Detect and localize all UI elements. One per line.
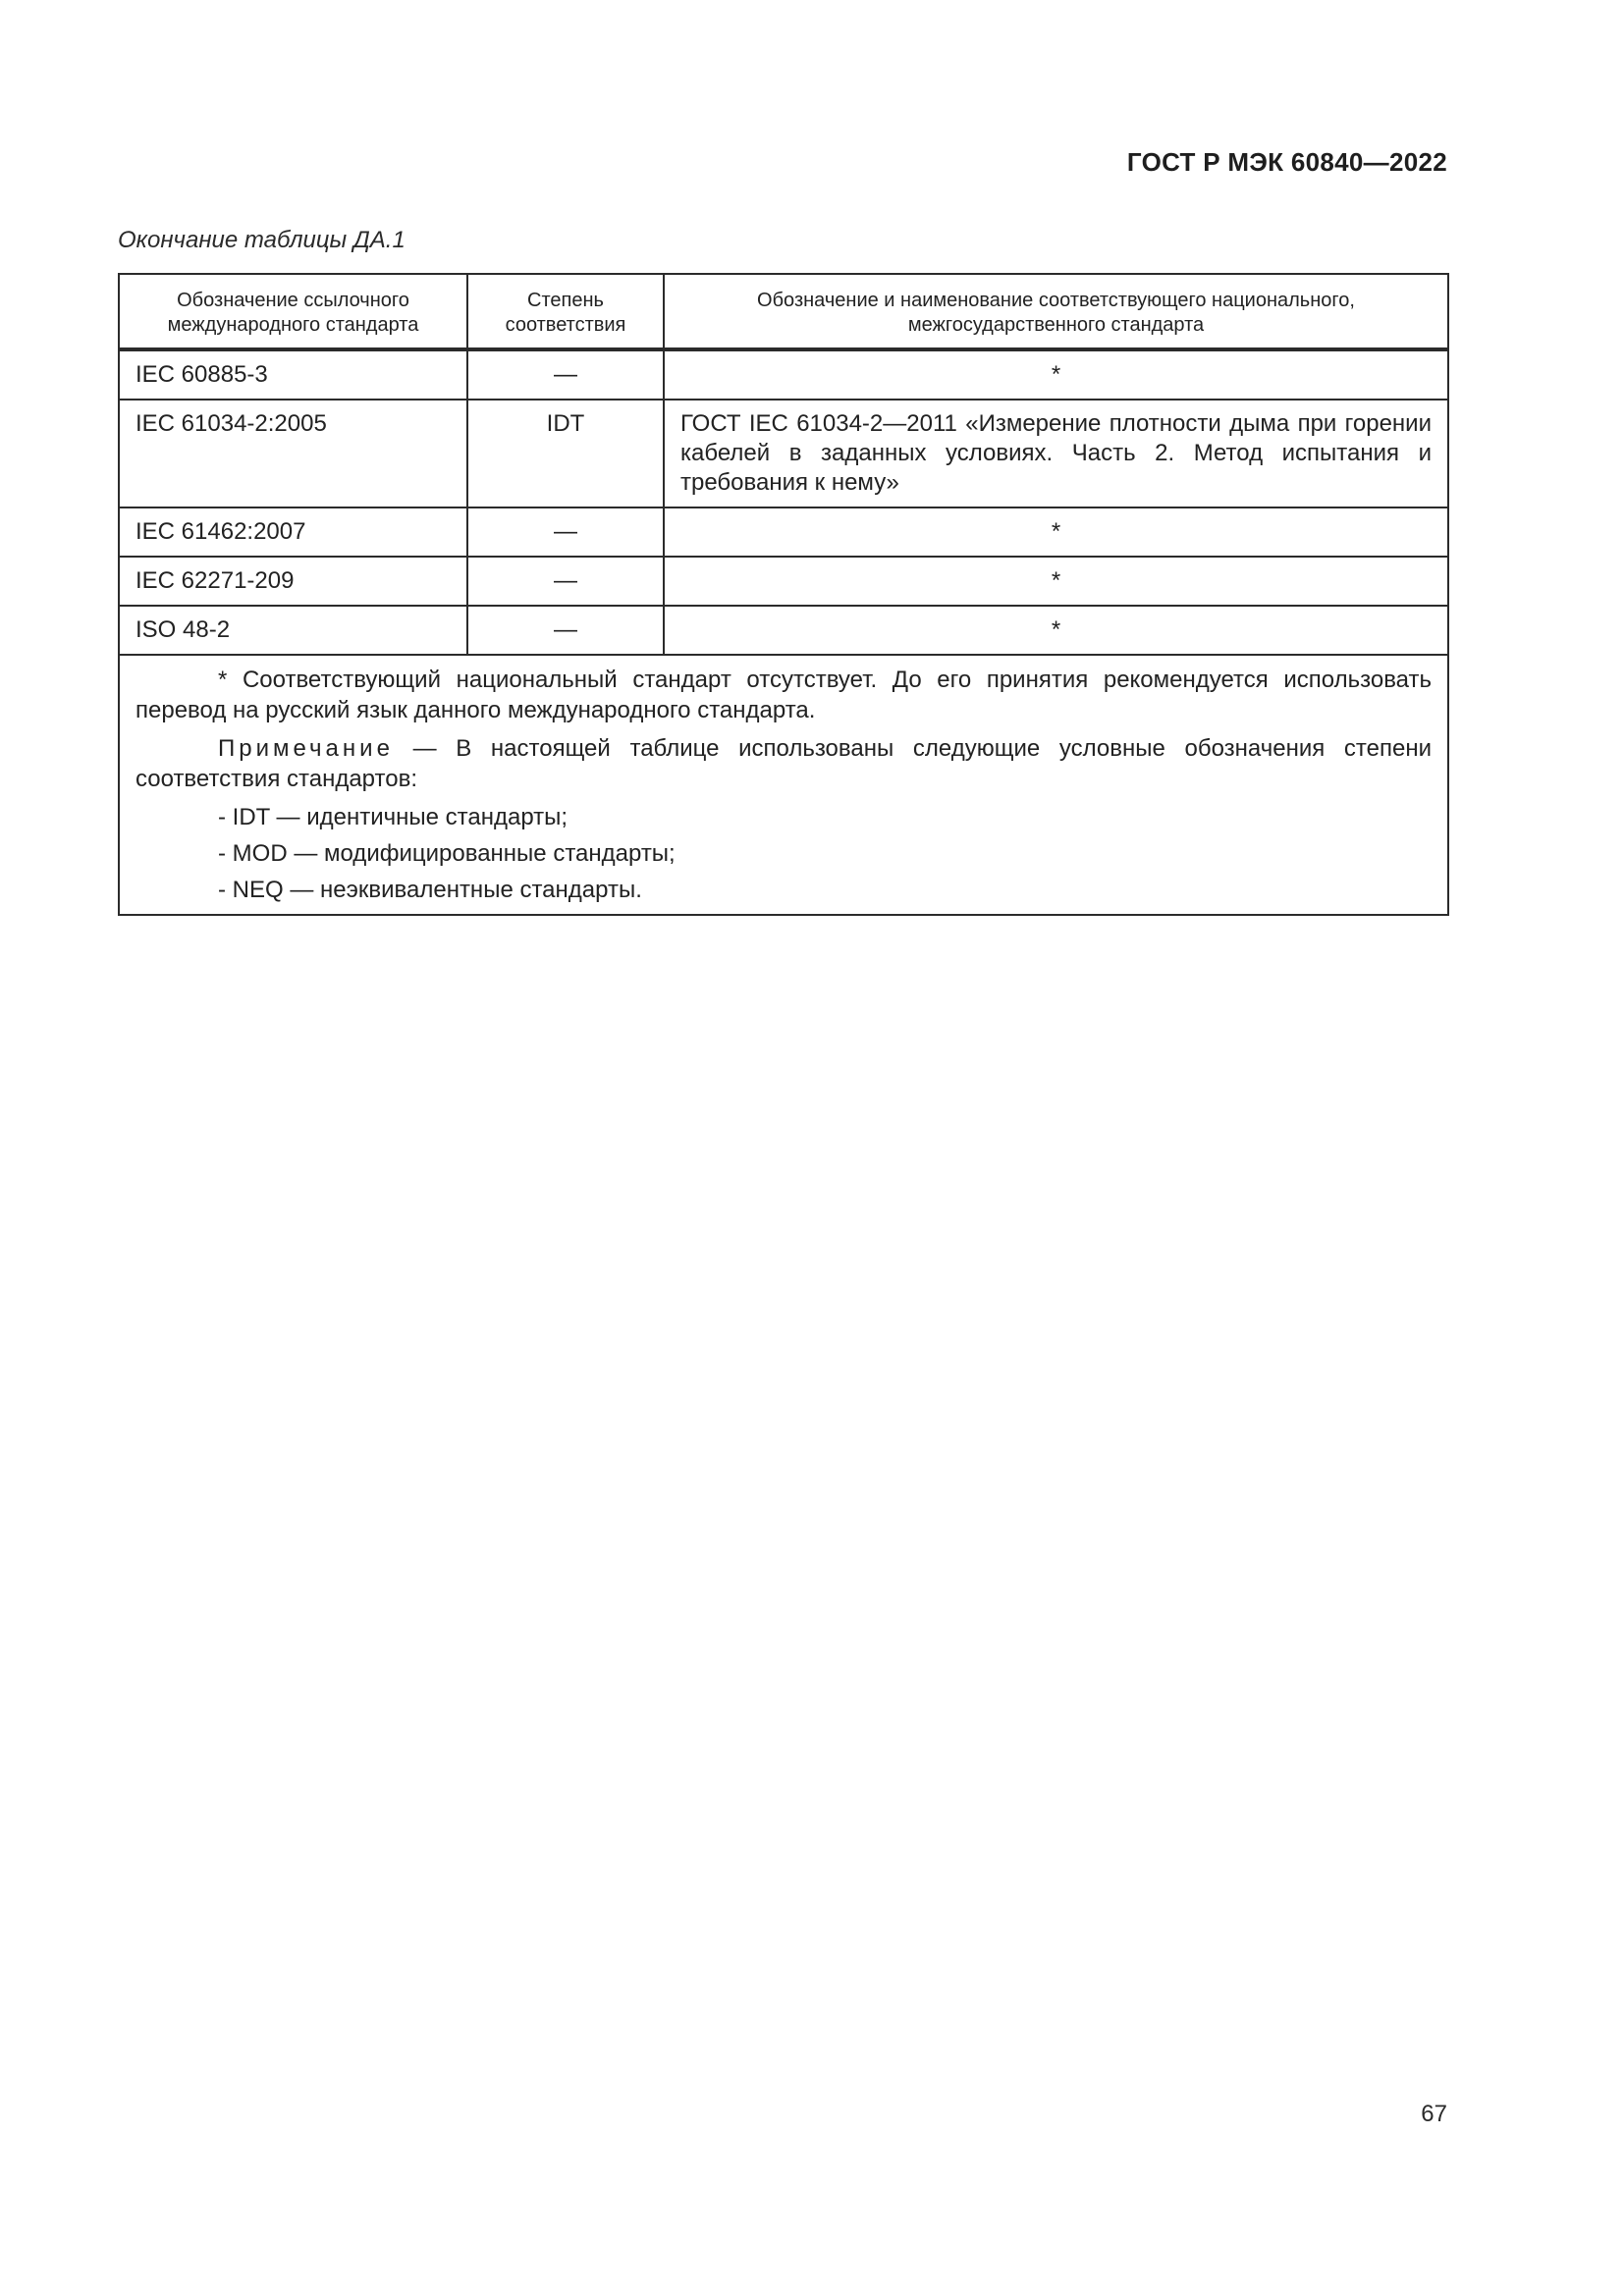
cell-standard: IEC 61034-2:2005 <box>119 400 467 507</box>
cell-degree: — <box>467 557 664 606</box>
document-code: ГОСТ Р МЭК 60840—2022 <box>1126 147 1447 177</box>
reference-standards-table <box>118 273 1449 916</box>
cell-standard: IEC 61462:2007 <box>119 507 467 557</box>
table-caption: Окончание таблицы ДА.1 <box>118 227 406 253</box>
note-text: — В настоящей таблице использованы следующие условные обозначения степени соответствия стандартов: <box>135 735 1432 792</box>
cell-national: * <box>664 349 1448 400</box>
legend-item-neq: - NEQ — неэквивалентные стандарты. <box>218 877 642 903</box>
footnote-text: * Соответствующий национальный стандарт отсутствует. До его принятия рекомендуется использовать перевод на русский язык данного международного стандарта. <box>135 667 1432 723</box>
table-row <box>119 400 1448 507</box>
cell-national: * <box>664 606 1448 655</box>
cell-degree: — <box>467 507 664 557</box>
cell-national: * <box>664 507 1448 557</box>
table-row <box>119 507 1448 557</box>
table-row <box>119 606 1448 655</box>
note-label: Примечание <box>218 735 394 762</box>
table-row <box>119 349 1448 400</box>
note-paragraph <box>135 733 1432 794</box>
cell-standard: IEC 62271-209 <box>119 557 467 606</box>
cell-national: ГОСТ IEC 61034-2—2011 «Измерение плотности дыма при горении кабелей в заданных условиях. Часть 2. Метод испытания и требования к нему» <box>664 400 1448 507</box>
cell-degree: IDT <box>467 400 664 507</box>
column-header-national: Обозначение и наименование соответствующего национального, межгосударственного стандарта <box>664 274 1448 349</box>
legend-item-mod: - MOD — модифицированные стандарты; <box>218 840 676 867</box>
table-row <box>119 557 1448 606</box>
page-number: 67 <box>1421 2101 1447 2127</box>
footnote-cell <box>119 655 1448 915</box>
cell-degree: — <box>467 606 664 655</box>
table-footnote-row <box>119 655 1448 915</box>
cell-national: * <box>664 557 1448 606</box>
cell-degree: — <box>467 349 664 400</box>
cell-standard: ISO 48-2 <box>119 606 467 655</box>
column-header-degree: Степень соответствия <box>467 274 664 349</box>
column-header-standard: Обозначение ссылочного международного стандарта <box>119 274 467 349</box>
table-header-row <box>119 274 1448 349</box>
legend-item-idt: - IDT — идентичные стандарты; <box>218 804 568 830</box>
cell-standard: IEC 60885-3 <box>119 349 467 400</box>
